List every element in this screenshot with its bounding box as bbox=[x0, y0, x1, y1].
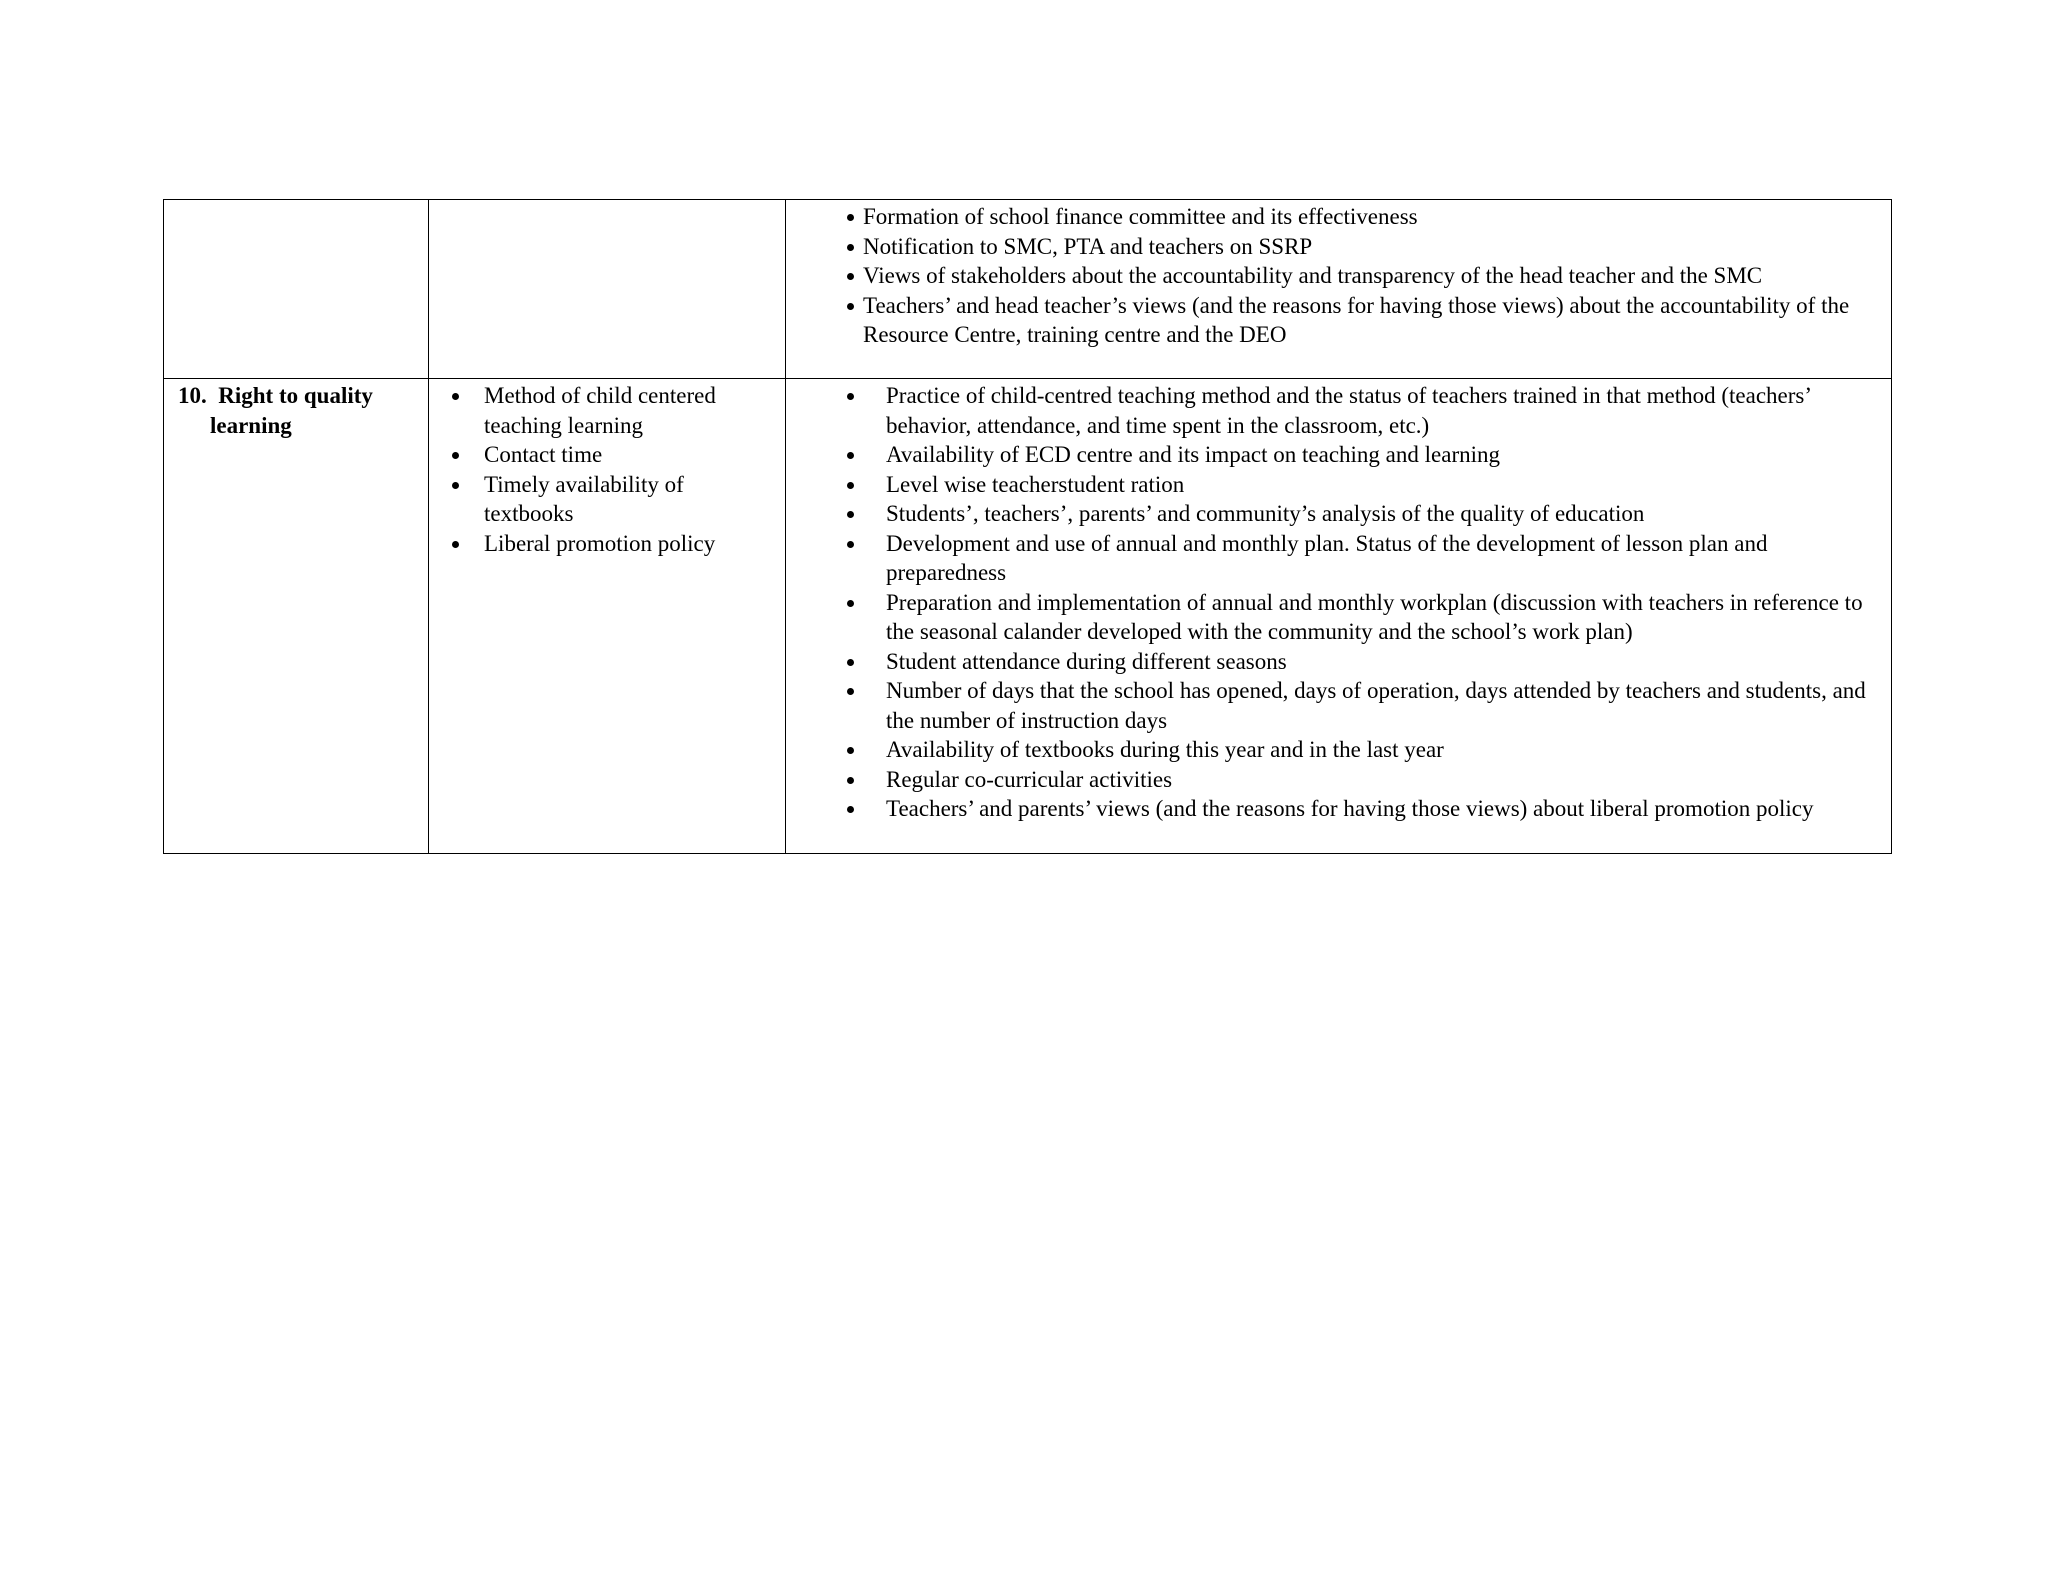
list-item: Timely availability of textbooks bbox=[429, 470, 777, 529]
evidence-list bbox=[786, 200, 1891, 350]
criterion-cell bbox=[164, 379, 429, 854]
indicators-list bbox=[429, 379, 785, 558]
criterion-cell bbox=[164, 200, 429, 379]
list-item: Level wise teacherstudent ration bbox=[786, 470, 1881, 500]
list-item: Practice of child-centred teaching method and the status of teachers trained in that method (teachers’ behavior, attendance, and time spent in the classroom, etc.) bbox=[786, 381, 1881, 440]
list-item: Development and use of annual and monthly plan. Status of the development of lesson plan and preparedness bbox=[786, 529, 1881, 588]
indicators-cell bbox=[429, 379, 786, 854]
list-item: Contact time bbox=[429, 440, 777, 470]
list-item: Teachers’ and parents’ views (and the reasons for having those views) about liberal promotion policy bbox=[786, 794, 1881, 824]
criterion-number: 10. bbox=[178, 383, 207, 408]
list-item: Regular co-curricular activities bbox=[786, 765, 1881, 795]
assessment-table bbox=[163, 199, 1892, 854]
list-item: Liberal promotion policy bbox=[429, 529, 777, 559]
list-item: Student attendance during different seasons bbox=[786, 647, 1881, 677]
list-item: Availability of ECD centre and its impact on teaching and learning bbox=[786, 440, 1881, 470]
list-item: Method of child centered teaching learning bbox=[429, 381, 777, 440]
list-item: Teachers’ and head teacher’s views (and the reasons for having those views) about the accountability of the Resource Centre, training centre and the DEO bbox=[786, 291, 1883, 350]
table-row bbox=[164, 379, 1892, 854]
evidence-list bbox=[786, 379, 1891, 824]
table-row bbox=[164, 200, 1892, 379]
evidence-cell bbox=[786, 379, 1892, 854]
list-item: Notification to SMC, PTA and teachers on SSRP bbox=[786, 232, 1883, 262]
list-item: Views of stakeholders about the accountability and transparency of the head teacher and the SMC bbox=[786, 261, 1883, 291]
list-item: Formation of school finance committee and its effectiveness bbox=[786, 202, 1883, 232]
list-item: Preparation and implementation of annual and monthly workplan (discussion with teachers in reference to the seasonal calander developed with the community and the school’s work plan) bbox=[786, 588, 1881, 647]
evidence-cell bbox=[786, 200, 1892, 379]
list-item: Students’, teachers’, parents’ and community’s analysis of the quality of education bbox=[786, 499, 1881, 529]
list-item: Number of days that the school has opened, days of operation, days attended by teachers and students, and the number of instruction days bbox=[786, 676, 1881, 735]
criterion-title-cont: learning bbox=[210, 412, 292, 438]
list-item: Availability of textbooks during this year and in the last year bbox=[786, 735, 1881, 765]
indicators-cell bbox=[429, 200, 786, 379]
criterion-title: Right to quality bbox=[218, 383, 373, 408]
